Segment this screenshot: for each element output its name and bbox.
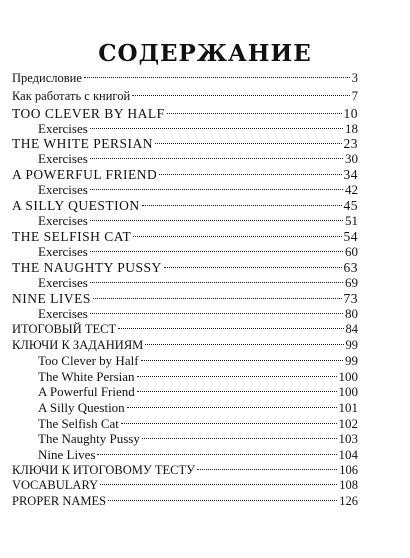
toc-entry — [38, 384, 358, 400]
toc-leader — [145, 344, 343, 345]
toc-leader — [90, 251, 343, 252]
toc-entry-page: 34 — [343, 167, 358, 182]
toc-entry-title: THE SELFISH CAT — [12, 229, 132, 244]
toc-entry-title: A SILLY QUESTION — [12, 198, 140, 213]
toc-entry-title: Exercises — [38, 306, 88, 321]
toc-leader — [90, 313, 343, 314]
toc-entry — [12, 260, 358, 276]
toc-entry-title: THE NAUGHTY PUSSY — [12, 260, 162, 275]
toc-leader — [141, 360, 343, 361]
toc-entry-page: 10 — [343, 106, 358, 121]
toc-entry-title: The Selfish Cat — [38, 416, 119, 431]
toc-entry-title: КЛЮЧИ К ИТОГОВОМУ ТЕСТУ — [12, 463, 195, 477]
toc-entry-page: 54 — [343, 229, 358, 244]
toc-entry-page: 100 — [338, 384, 358, 399]
toc-entry-title: VOCABULARY — [12, 478, 99, 492]
toc-entry-title: Exercises — [38, 244, 88, 259]
toc-leader — [142, 205, 342, 206]
toc-entry — [12, 89, 358, 105]
toc-leader — [118, 328, 343, 329]
toc-entry — [12, 229, 358, 245]
toc-entry — [38, 416, 358, 432]
toc-entry-title: TOO CLEVER BY HALF — [12, 106, 165, 121]
toc-entry-page: 84 — [345, 322, 358, 336]
toc-entry-title: The Naughty Pussy — [38, 431, 140, 446]
toc-entry — [12, 338, 358, 354]
toc-entry-title: The White Persian — [38, 369, 135, 384]
toc-entry-page: 106 — [339, 463, 358, 477]
toc-entry-title: Exercises — [38, 151, 88, 166]
toc-leader — [100, 484, 337, 485]
toc-entry — [12, 198, 358, 214]
page-title: СОДЕРЖАНИЕ — [98, 40, 312, 67]
toc-entry — [38, 353, 358, 369]
toc-entry — [38, 447, 358, 463]
toc-entry-title: THE WHITE PERSIAN — [12, 136, 153, 151]
toc-entry-page: 18 — [345, 121, 358, 136]
toc-leader — [133, 236, 341, 237]
toc-entry-page: 69 — [345, 275, 358, 290]
toc-leader — [167, 113, 342, 114]
toc-leader — [159, 174, 341, 175]
toc-leader — [132, 95, 350, 96]
toc-entry-page: 99 — [345, 353, 358, 368]
toc-entry — [12, 494, 358, 510]
toc-entry-page: 126 — [339, 494, 358, 508]
toc-entry-title: A POWERFUL FRIEND — [12, 167, 158, 182]
toc-entry-title: Nine Lives — [38, 447, 96, 462]
toc-entry-title: Exercises — [38, 275, 88, 290]
toc-entry-page: 7 — [351, 89, 358, 103]
toc-entry-page: 102 — [338, 416, 358, 431]
toc-leader — [137, 391, 337, 392]
toc-entry-page: 63 — [343, 260, 358, 275]
toc-entry-title: Exercises — [38, 213, 88, 228]
toc-entry-title: Как работать с книгой — [12, 89, 131, 103]
toc-leader — [155, 143, 342, 144]
toc-leader — [84, 77, 350, 78]
toc-leader — [90, 189, 343, 190]
toc-entry-page: 3 — [351, 71, 358, 85]
toc-entry — [38, 306, 358, 322]
toc-entry-title: Exercises — [38, 182, 88, 197]
toc-entry-page: 51 — [345, 213, 358, 228]
toc-entry — [38, 244, 358, 260]
toc-entry-page: 23 — [343, 136, 358, 151]
toc-entry-page: 101 — [338, 400, 358, 415]
toc-entry-title: Предисловие — [12, 71, 82, 85]
toc-leader — [164, 267, 342, 268]
toc-entry — [12, 106, 358, 122]
toc-entry — [12, 463, 358, 479]
toc-entry — [12, 478, 358, 494]
toc-entry-page: 100 — [338, 369, 358, 384]
toc-entry — [12, 291, 358, 307]
toc-entry-page: 99 — [345, 338, 358, 352]
toc-leader — [197, 469, 337, 470]
toc-entry-page: 30 — [345, 151, 358, 166]
toc-entry — [38, 431, 358, 447]
toc-entry-title: PROPER NAMES — [12, 494, 107, 508]
toc-entry-title: A Silly Question — [38, 400, 125, 415]
toc-entry — [38, 213, 358, 229]
toc-leader — [90, 158, 343, 159]
toc-entry-title: ИТОГОВЫЙ ТЕСТ — [12, 322, 117, 336]
toc-leader — [137, 376, 337, 377]
toc-leader — [142, 438, 337, 439]
toc-entry-page: 45 — [343, 198, 358, 213]
toc-entry-page: 80 — [345, 306, 358, 321]
toc-leader — [90, 220, 343, 221]
toc-entry-title: Too Clever by Half — [38, 353, 139, 368]
toc-entry-page: 42 — [345, 182, 358, 197]
toc-entry-page: 104 — [338, 447, 358, 462]
toc-leader — [127, 407, 337, 408]
toc-entry — [12, 322, 358, 338]
toc-leader — [108, 500, 337, 501]
toc-entry-title: A Powerful Friend — [38, 384, 135, 399]
toc-leader — [90, 128, 343, 129]
toc-entry-page: 108 — [339, 478, 358, 492]
toc-entry — [38, 151, 358, 167]
toc-leader — [97, 454, 336, 455]
toc-entry — [12, 71, 358, 87]
toc-entry — [38, 400, 358, 416]
toc-entry — [38, 182, 358, 198]
toc-entry-title: NINE LIVES — [12, 291, 91, 306]
toc-entry-page: 73 — [343, 291, 358, 306]
toc-entry — [38, 275, 358, 291]
toc-entry — [12, 167, 358, 183]
toc-leader — [90, 282, 343, 283]
toc-entry-page: 103 — [338, 431, 358, 446]
toc-leader — [121, 423, 337, 424]
toc-entry-page: 60 — [345, 244, 358, 259]
toc-entry — [38, 121, 358, 137]
toc-entry — [38, 369, 358, 385]
toc-entry-title: КЛЮЧИ К ЗАДАНИЯМ — [12, 338, 144, 352]
toc-leader — [93, 298, 342, 299]
toc-entry-title: Exercises — [38, 121, 88, 136]
toc-entry — [12, 136, 358, 152]
